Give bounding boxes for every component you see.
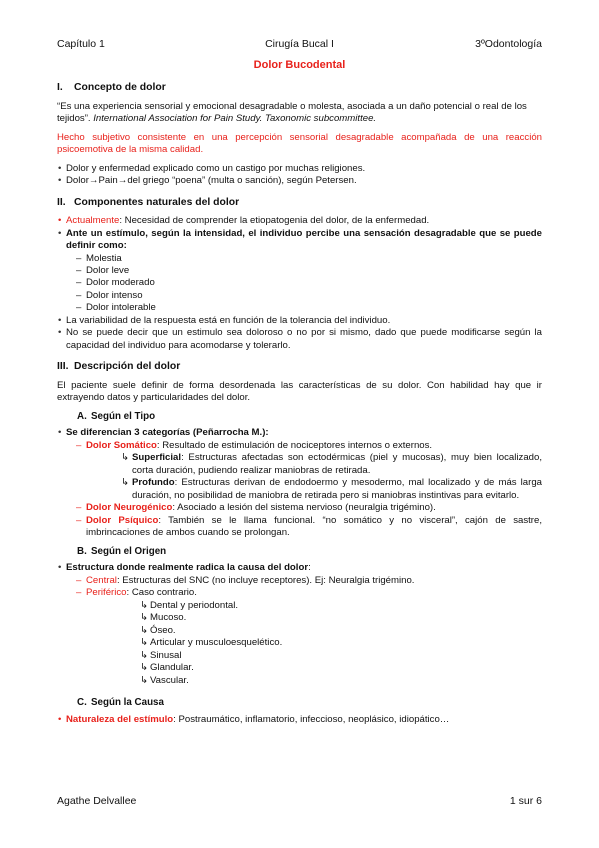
- item-text: : Necesidad de comprender la etiopatogenia del dolor, de la enfermedad.: [119, 215, 430, 227]
- arrow-icon: ↳: [121, 452, 130, 464]
- intensity-level: – Dolor intolerable: [66, 302, 542, 314]
- intensity-level: – Dolor moderado: [66, 277, 542, 289]
- subsection-c-heading: [77, 697, 542, 710]
- list-item: [57, 215, 542, 227]
- section-3-heading: [57, 360, 542, 374]
- subtype-label: Profundo: [132, 477, 175, 489]
- arrow-icon: ↳: [140, 637, 149, 649]
- header-course: Cirugía Bucal I: [265, 38, 334, 50]
- footer-author: Agathe Delvallee: [57, 795, 137, 807]
- item-text: Estructura donde realmente radica la causa del dolor: [66, 562, 309, 574]
- intensity-level: – Molestia: [66, 253, 542, 265]
- peripheral-item: [85, 612, 542, 624]
- arrow-icon: ↳: [140, 662, 149, 674]
- section-1-bullets: [57, 163, 542, 188]
- peripheral-item: [85, 650, 542, 662]
- origin-text: : Caso contrario.: [126, 587, 197, 599]
- item-punct: :: [308, 562, 311, 574]
- subsection-b-heading: [77, 546, 542, 559]
- item-label: Naturaleza del estímulo: [66, 713, 174, 725]
- intensity-level: – Dolor intenso: [66, 290, 542, 302]
- item-text: • Ante un estímulo, según la intensidad, el individuo percibe una sensación desagradable que se puede definir como:: [66, 227, 542, 252]
- subsection-number: A.: [77, 410, 87, 422]
- intensity-levels: [66, 253, 542, 315]
- highlight-label: Actualmente: [66, 215, 120, 227]
- page-footer: [57, 795, 542, 809]
- category-text: : También se le llama funcional. “no somático y no visceral”, cajón de sastre, imbrincaciones de ambos cuando se prolongan.: [86, 514, 542, 539]
- list-item: [57, 562, 542, 687]
- category-somatico: [66, 440, 542, 502]
- quote-source: International Association for Pain Study. Taxonomic subcommittee.: [93, 113, 377, 125]
- peripheral-item: [85, 675, 542, 687]
- header-chapter: Capítulo 1: [57, 38, 105, 50]
- subtype-superficial: [66, 452, 542, 477]
- subtype-label: Superficial: [132, 452, 182, 464]
- category-label: Dolor Psíquico: [86, 514, 159, 526]
- quote-text: “Es una experiencia sensorial y emocional desagradable o molesta, asociada a un daño potencial o real de los tejidos”.: [57, 100, 527, 125]
- peripheral-text: Articular y musculoesquelético.: [150, 637, 283, 649]
- category-text: : Resultado de estimulación de nociceptores internos o externos.: [156, 439, 433, 451]
- arrow-icon: ↳: [121, 477, 130, 489]
- section-1-heading: [57, 81, 542, 95]
- origin-label: Periférico: [86, 587, 127, 599]
- subsection-number: B.: [77, 545, 87, 557]
- somatic-subtypes: [66, 452, 542, 502]
- subtype-text: : Estructuras derivan de endodoermo y mesodermo, mal localizado y de más larga duración, no posibilidad de maniobra de retirada pero si maniobras instintivas para evitarlo.: [132, 477, 542, 501]
- section-2-heading: [57, 196, 542, 210]
- subsection-number: C.: [77, 697, 87, 709]
- category-psiquico: [66, 515, 542, 540]
- list-item: • Dolor→Pain→del griego “poena” (multa o sanción), según Petersen.: [57, 175, 542, 187]
- subsection-title: Según la Causa: [91, 697, 164, 709]
- section-title: Componentes naturales del dolor: [74, 196, 240, 208]
- category-neurogenico: [66, 502, 542, 514]
- peripheral-item: [85, 637, 542, 649]
- peripheral-text: Dental y periodontal.: [150, 599, 238, 611]
- peripheral-item: [85, 662, 542, 674]
- arrow-icon: ↳: [140, 612, 149, 624]
- red-definition: Hecho subjetivo consistente en una percepción sensorial desagradable acompañada de una reacción psicoemotiva de la misma calidad.: [57, 131, 542, 156]
- section-number: II.: [57, 196, 66, 208]
- arrow-icon: ↳: [140, 649, 149, 661]
- list-item: • No se puede decir que un estimulo sea doloroso o no por si mismo, dado que puede modificarse según la capacidad del individuo para acomodarse y tolerarlo.: [57, 327, 542, 352]
- origin-text: : Estructuras del SNC (no incluye receptores). Ej: Neuralgia trigémino.: [116, 574, 415, 586]
- list-item: [57, 427, 542, 539]
- document-body: [57, 58, 542, 732]
- peripheral-item: [85, 600, 542, 612]
- item-text: : Postraumático, inflamatorio, infeccioso, neoplásico, idiopático…: [173, 713, 450, 725]
- origin-label: Central: [86, 574, 117, 586]
- intensity-level: – Dolor leve: [66, 265, 542, 277]
- arrow-icon: ↳: [140, 674, 149, 686]
- peripheral-text: Mucoso.: [150, 612, 187, 624]
- arrow-icon: ↳: [140, 624, 149, 636]
- item-text: Se diferencian 3 categorías (Peñarrocha M.):: [66, 427, 269, 439]
- category-text: : Asociado a lesión del sistema nervioso (neuralgia trigémino).: [172, 502, 436, 514]
- category-label: Dolor Neurogénico: [86, 502, 173, 514]
- subsection-c-bullets: [57, 714, 542, 726]
- section-title: Concepto de dolor: [74, 82, 166, 94]
- section-2-bullets: [57, 215, 542, 352]
- page-header: [57, 38, 542, 52]
- arrow-icon: ↳: [140, 599, 149, 611]
- subtype-text: : Estructuras afectadas son ectodérmicas (piel y mucosas), muy bien localizado, corta duración, pudiendo realizar maniobras de retirada.: [132, 452, 542, 476]
- peripheral-text: Sinusal: [150, 649, 182, 661]
- list-item: [57, 714, 542, 726]
- definition-quote: [57, 101, 542, 126]
- subsection-title: Según el Origen: [91, 545, 167, 557]
- origin-periferico: [66, 587, 542, 687]
- pain-categories: [66, 440, 542, 540]
- subsection-title: Según el Tipo: [91, 410, 156, 422]
- section-number: III.: [57, 361, 69, 373]
- peripheral-text: Óseo.: [150, 624, 176, 636]
- section-title: Descripción del dolor: [74, 361, 181, 373]
- peripheral-text: Vascular.: [150, 674, 189, 686]
- subsection-a-heading: [77, 411, 542, 424]
- list-item: • La variabilidad de la respuesta está en función de la tolerancia del individuo.: [57, 315, 542, 327]
- category-label: Dolor Somático: [86, 439, 157, 451]
- subtype-profundo: [66, 477, 542, 502]
- section-3-intro: El paciente suele definir de forma desordenada las características de su dolor. Con habilidad hay que ir extrayendo datos y particularidades del dolor.: [57, 379, 542, 404]
- subsection-a-bullets: [57, 427, 542, 539]
- page-number: 1 sur 6: [509, 795, 542, 807]
- origin-central: [66, 575, 542, 587]
- document-title: Dolor Bucodental: [253, 59, 346, 71]
- peripheral-item: [85, 625, 542, 637]
- section-number: I.: [57, 82, 63, 94]
- origin-categories: [66, 575, 542, 687]
- header-year: 3ºOdontología: [475, 38, 542, 50]
- subsection-b-bullets: [57, 562, 542, 687]
- peripheral-structures: [85, 600, 542, 687]
- list-item: • Dolor y enfermedad explicado como un castigo por muchas religiones.: [57, 163, 542, 175]
- peripheral-text: Glandular.: [150, 662, 194, 674]
- list-item: [57, 228, 542, 315]
